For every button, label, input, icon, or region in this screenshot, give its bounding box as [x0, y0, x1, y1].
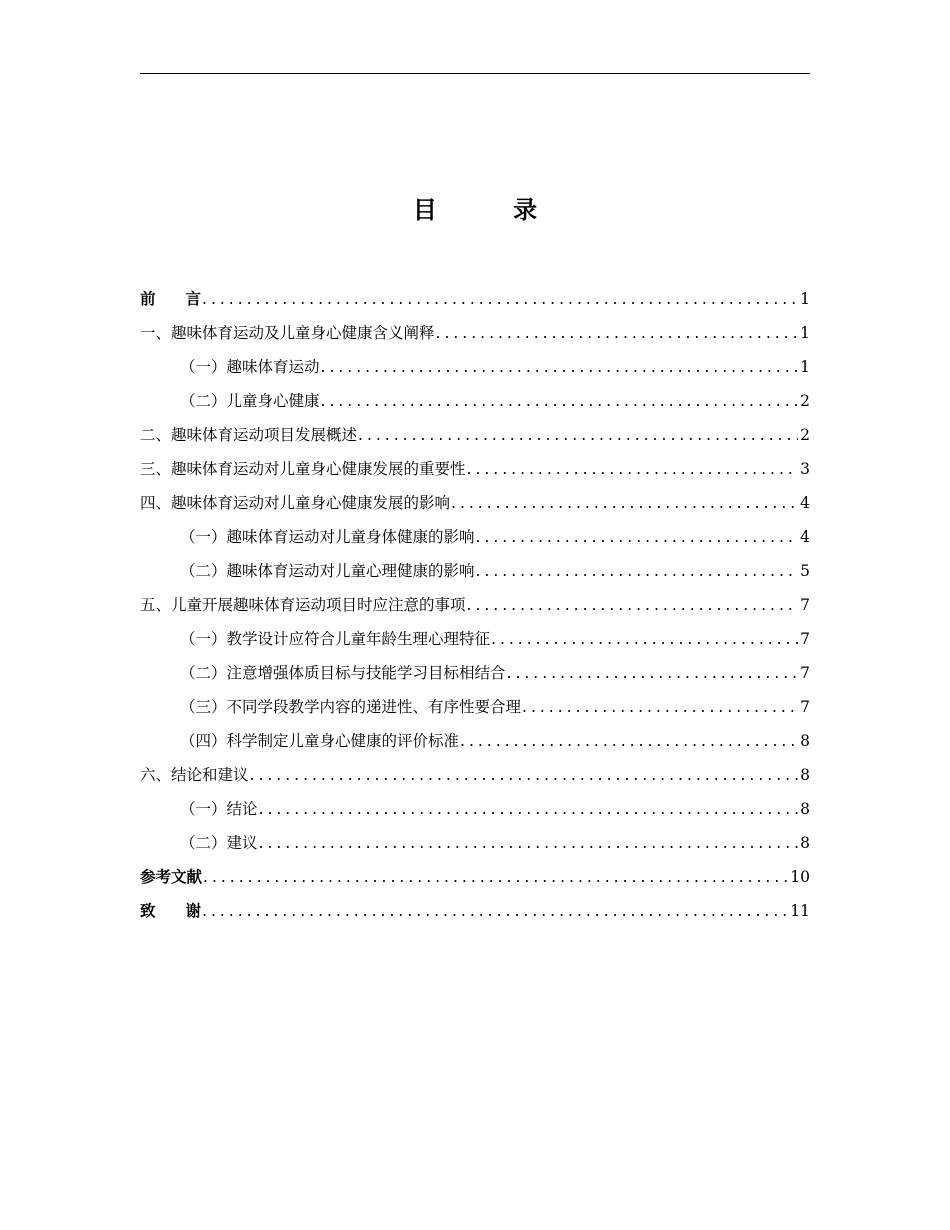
toc-entry-title: 二、趣味体育运动项目发展概述: [140, 426, 358, 444]
toc-entry-title: 四、趣味体育运动对儿童身心健康发展的影响: [140, 494, 451, 512]
toc-entry[interactable]: [140, 520, 810, 554]
toc-page-number: 1: [800, 358, 810, 376]
toc-entry[interactable]: [140, 894, 810, 928]
toc-page-number: 2: [800, 392, 810, 410]
toc-page-number: 8: [800, 766, 810, 784]
toc-entry-title: 前言: [140, 290, 232, 308]
toc-entry-title: （一）趣味体育运动对儿童身体健康的影响: [180, 528, 475, 546]
page-title: 目 录: [412, 196, 572, 224]
toc-page-number: 1: [800, 324, 810, 342]
toc-page-number: 11: [790, 902, 810, 920]
toc-leader-dots: [259, 826, 799, 860]
toc-entry[interactable]: [140, 486, 810, 520]
toc-entry-title: （四）科学制定儿童身心健康的评价标准: [180, 732, 460, 750]
toc-entry[interactable]: [140, 452, 810, 486]
toc-entry[interactable]: [140, 316, 810, 350]
toc-entry-title: 参考文献: [140, 868, 203, 886]
toc-page-number: 3: [800, 460, 810, 478]
toc-entry-title: 五、儿童开展趣味体育运动项目时应注意的事项: [140, 596, 466, 614]
toc-leader-dots: [250, 758, 799, 792]
toc-entry[interactable]: [140, 554, 810, 588]
toc-leader-dots: [202, 282, 798, 316]
toc-page-number: 7: [800, 596, 810, 614]
toc-page-number: 8: [800, 732, 810, 750]
toc-leader-dots: [467, 452, 799, 486]
toc-leader-dots: [259, 792, 799, 826]
toc-entry-title: （一）结论: [180, 800, 258, 818]
toc-entry[interactable]: [140, 690, 810, 724]
toc-entry[interactable]: [140, 622, 810, 656]
toc-page-number: 7: [800, 664, 810, 682]
table-of-contents: [140, 282, 810, 928]
toc-leader-dots: [467, 588, 799, 622]
toc-entry-title: （一）教学设计应符合儿童年龄生理心理特征: [180, 630, 491, 648]
toc-leader-dots: [522, 690, 798, 724]
toc-entry-title: （二）注意增强体质目标与技能学习目标相结合: [180, 664, 506, 682]
toc-leader-dots: [321, 384, 799, 418]
toc-entry[interactable]: [140, 792, 810, 826]
toc-leader-dots: [460, 724, 798, 758]
toc-leader-dots: [476, 520, 799, 554]
toc-page-number: 2: [800, 426, 810, 444]
toc-leader-dots: [451, 486, 798, 520]
toc-entry-title: 三、趣味体育运动对儿童身心健康发展的重要性: [140, 460, 466, 478]
toc-leader-dots: [491, 622, 798, 656]
toc-page-number: 4: [800, 528, 810, 546]
toc-entry[interactable]: [140, 384, 810, 418]
toc-leader-dots: [476, 554, 799, 588]
toc-page-number: 10: [790, 868, 810, 886]
toc-entry-title: （一）趣味体育运动: [180, 358, 320, 376]
toc-entry[interactable]: [140, 826, 810, 860]
toc-page-number: 8: [800, 800, 810, 818]
toc-entry-title: （三）不同学段教学内容的递进性、有序性要合理: [180, 698, 522, 716]
toc-page-number: 1: [800, 290, 810, 308]
toc-page-number: 7: [800, 698, 810, 716]
toc-entry-title: 一、趣味体育运动及儿童身心健康含义阐释: [140, 324, 435, 342]
toc-page-number: 8: [800, 834, 810, 852]
toc-entry-title: （二）趣味体育运动对儿童心理健康的影响: [180, 562, 475, 580]
toc-page-number: 5: [800, 562, 810, 580]
toc-entry[interactable]: [140, 418, 810, 452]
toc-entry[interactable]: [140, 588, 810, 622]
toc-entry-title: （二）儿童身心健康: [180, 392, 320, 410]
toc-entry[interactable]: [140, 350, 810, 384]
toc-leader-dots: [202, 894, 788, 928]
toc-entry[interactable]: [140, 758, 810, 792]
toc-leader-dots: [507, 656, 799, 690]
toc-entry-title: （二）建议: [180, 834, 258, 852]
toc-entry[interactable]: [140, 656, 810, 690]
toc-page-number: 7: [800, 630, 810, 648]
toc-leader-dots: [358, 418, 798, 452]
toc-leader-dots: [321, 350, 799, 384]
toc-entry-title: 致谢: [140, 902, 232, 920]
toc-entry[interactable]: [140, 282, 810, 316]
toc-entry[interactable]: [140, 724, 810, 758]
toc-entry[interactable]: [140, 860, 810, 894]
toc-leader-dots: [436, 316, 799, 350]
header-rule: [140, 73, 810, 74]
toc-leader-dots: [203, 860, 788, 894]
toc-entry-title: 六、结论和建议: [140, 766, 249, 784]
toc-page-number: 4: [800, 494, 810, 512]
